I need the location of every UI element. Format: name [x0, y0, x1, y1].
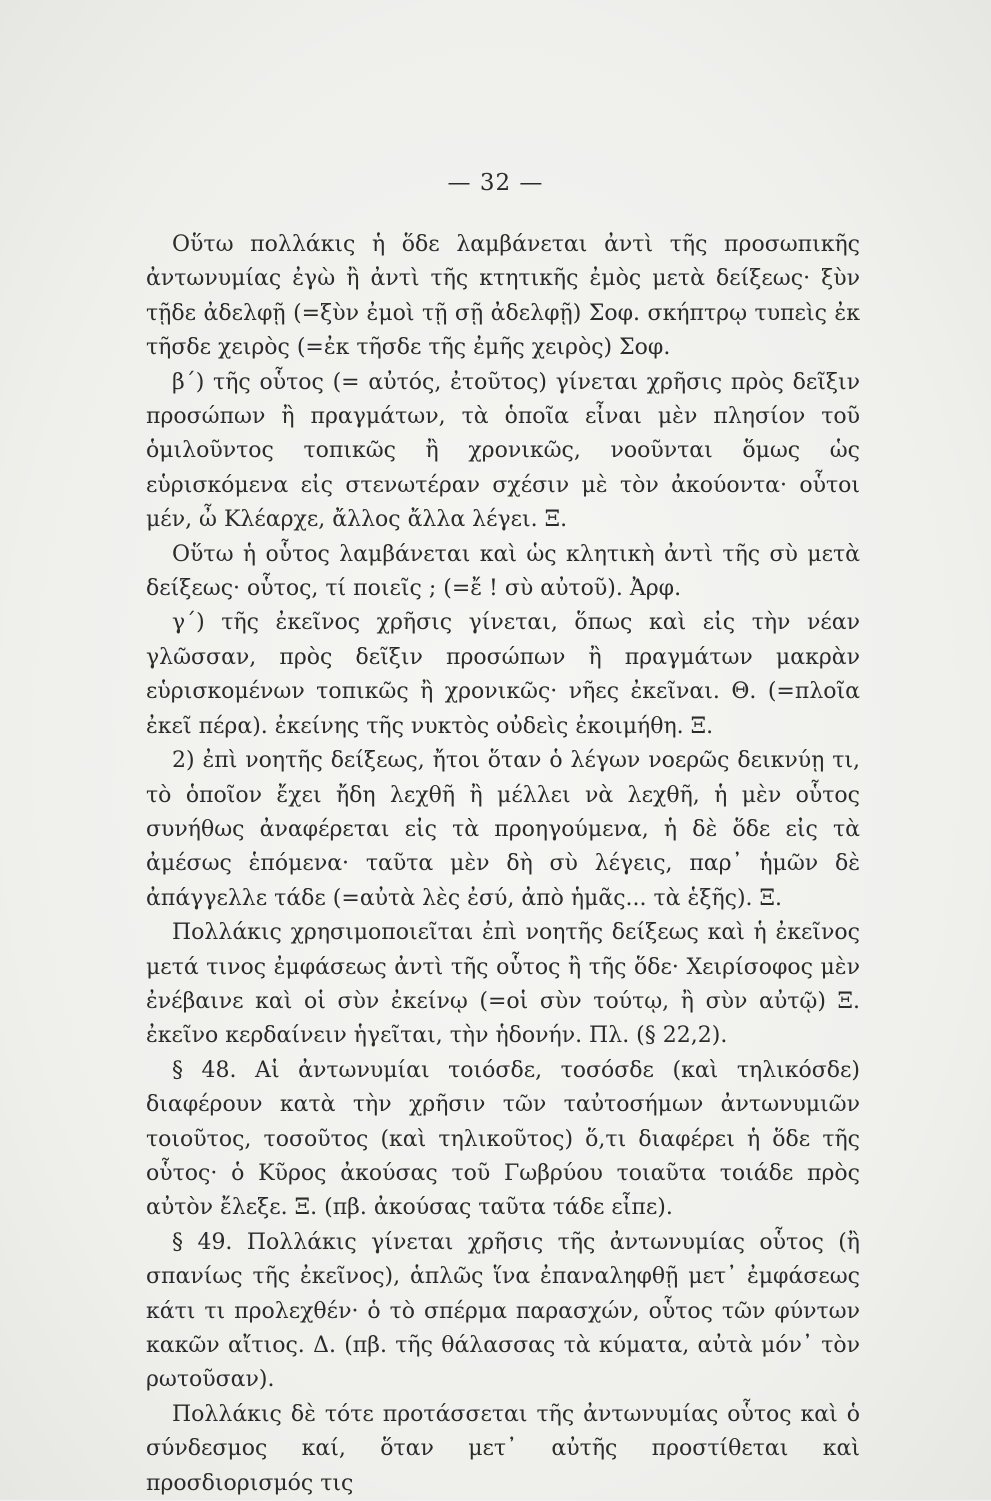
paragraph: 2) ἐπὶ νοητῆς δείξεως, ἤτοι ὅταν ὁ λέγων νοερῶς δεικνύῃ τι, τὸ ὁποῖον ἔχει ἤδη λεχθῆ ἢ μέλλει νὰ λεχθῆ, ἡ μὲν οὗτος συνήθως ἀναφέρεται εἰς τὰ προηγούμενα, ἡ δὲ ὅδε εἰς τὰ ἀμέσως ἑπόμενα· ταῦτα μὲν δὴ σὺ λέγεις, παρ᾽ ἡμῶν δὲ ἀπάγγελλε τάδε (=αὐτὰ λὲς ἐσύ, ἀπὸ ἡμᾶς... τὰ ἑξῆς). Ξ. [146, 748, 860, 911]
paragraph: Οὕτω ἡ οὗτος λαμβάνεται καὶ ὡς κλητικὴ ἀντὶ τῆς σὺ μετὰ δείξεως· οὗτος, τί ποιεῖς ; (=ἔ ! σὺ αὐτοῦ). Ἀρφ. [146, 541, 860, 602]
paragraph: Πολλάκις χρησιμοποιεῖται ἐπὶ νοητῆς δείξεως καὶ ἡ ἐκεῖνος μετά τινος ἐμφάσεως ἀντὶ τῆς οὗτος ἢ τῆς ὅδε· Χειρίσοφος μὲν ἐνέβαινε καὶ οἱ σὺν ἐκείνῳ (=οἱ σὺν τούτῳ, ἢ σὺν αὐτῷ) Ξ. ἐκεῖνο κερδαίνειν ἡγεῖται, τὴν ἡδονήν. Πλ. (§ 22,2). [146, 920, 860, 1049]
page-number: — 32 — [447, 170, 544, 196]
paragraph: β΄) τῆς οὗτος (= αὐτός, ἐτοῦτος) γίνεται χρῆσις πρὸς δεῖξιν προσώπων ἢ πραγμάτων, τὰ ὁποῖα εἶναι μὲν πλησίον τοῦ ὁμιλοῦντος τοπικῶς ἢ χρονικῶς, νοοῦνται ὅμως ὡς εὑρισκόμενα εἰς στενωτέραν σχέσιν μὲ τὸν ἀκούοντα· οὗτοι μέν, ὦ Κλέαρχε, ἄλλος ἄλλα λέγει. Ξ. [146, 369, 860, 533]
page-body [146, 228, 860, 1501]
paragraph: § 49. Πολλάκις γίνεται χρῆσις τῆς ἀντωνυμίας οὗτος (ἢ σπανίως τῆς ἐκεῖνος), ἁπλῶς ἵνα ἐπαναληφθῇ μετ᾽ ἐμφάσεως κάτι τι προλεχθέν· ὁ τὸ σπέρμα παρασχών, οὗτος τῶν φύντων κακῶν αἴτιος. Δ. (πβ. τῆς θάλασσας τὰ κύματα, αὐτὰ μόν᾽ τὸν ρωτοῦσαν). [146, 1229, 860, 1393]
paragraph: γ΄) τῆς ἐκεῖνος χρῆσις γίνεται, ὅπως καὶ εἰς τὴν νέαν γλῶσσαν, πρὸς δεῖξιν προσώπων ἢ πραγμάτων μακρὰν εὑρισκομένων τοπικῶς ἢ χρονικῶς· νῆες ἐκεῖναι. Θ. (=πλοῖα ἐκεῖ πέρα). ἐκείνης τῆς νυκτὸς οὐδεὶς ἐκοιμήθη. Ξ. [146, 610, 860, 739]
paragraph: § 48. Αἱ ἀντωνυμίαι τοιόσδε, τοσόσδε (καὶ τηλικόσδε) διαφέρουν κατὰ τὴν χρῆσιν τῶν ταὐτοσήμων ἀντωνυμιῶν τοιοῦτος, τοσοῦτος (καὶ τηλικοῦτος) ὅ,τι διαφέρει ἡ ὅδε τῆς οὗτος· ὁ Κῦρος ἀκούσας τοῦ Γωβρύου τοιαῦτα τοιάδε πρὸς αὐτὸν ἔλεξε. Ξ. (πβ. ἀκούσας ταῦτα τάδε εἶπε). [146, 1057, 860, 1221]
paragraph: Οὕτω πολλάκις ἡ ὅδε λαμβάνεται ἀντὶ τῆς προσωπικῆς ἀντωνυμίας ἐγὼ ἢ ἀντὶ τῆς κτητικῆς ἐμὸς μετὰ δείξεως· ξὺν τῇδε ἀδελφῇ (=ξὺν ἐμοὶ τῇ σῇ ἀδελφῇ) Σοφ. σκήπτρῳ τυπεὶς ἐκ τῆσδε χειρὸς (=ἐκ τῆσδε τῆς ἐμῆς χειρὸς) Σοφ. [146, 232, 860, 361]
paragraph: Πολλάκις δὲ τότε προτάσσεται τῆς ἀντωνυμίας οὗτος καὶ ὁ σύνδεσμος καί, ὅταν μετ᾽ αὐτῆς προστίθεται καὶ προσδιορισμός τις [146, 1401, 860, 1496]
